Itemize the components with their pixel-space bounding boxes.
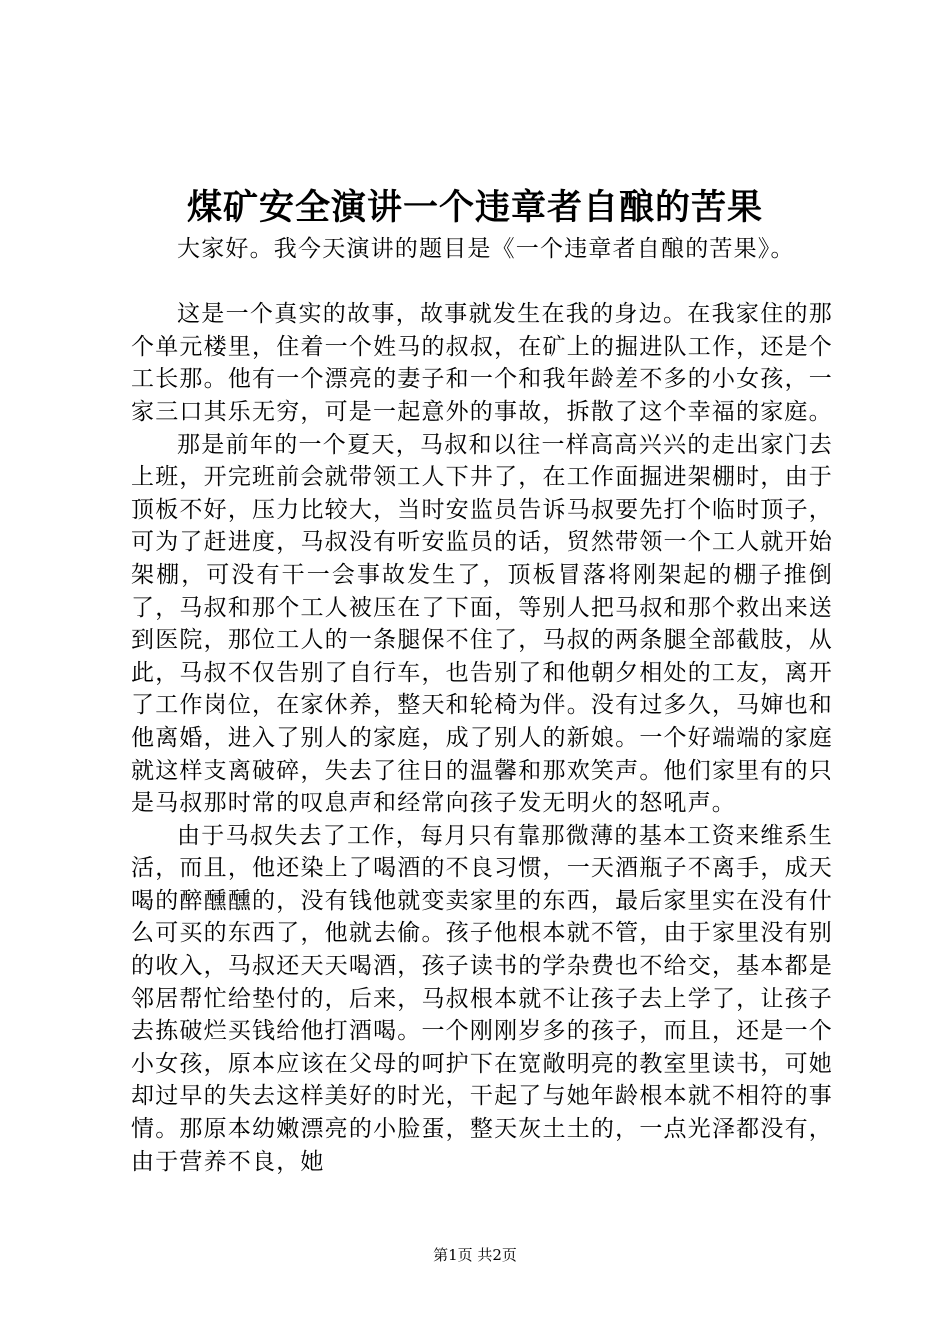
document-body — [131, 233, 833, 1178]
paragraph-intro: 大家好。我今天演讲的题目是《一个违章者自酿的苦果》。 — [177, 236, 795, 262]
document-title: 煤矿安全演讲一个违章者自酿的苦果 — [186, 187, 763, 228]
paragraph-story-3: 由于马叔失去了工作，每月只有靠那微薄的基本工资来维系生活，而且，他还染上了喝酒的不良习惯，一天酒瓶子不离手，成天喝的醉醺醺的，没有钱他就变卖家里的东西，最后家里实在没有什么可买的东西了，他就去偷。孩子他根本就不管，由于家里没有别的收入，马叔还天天喝酒，孩子读书的学杂费也不给交，基本都是邻居帮忙给垫付的，后来，马叔根本就不让孩子去上学了，让孩子去拣破烂买钱给他打酒喝。一个刚刚岁多的孩子，而且，还是一个小女孩，原本应该在父母的呵护下在宽敞明亮的教室里读书，可她却过早的失去这样美好的时光，干起了与她年龄根本就不相符的事情。那原本幼嫩漂亮的小脸蛋，整天灰土土的，一点光泽都没有，由于营养不良，她 — [131, 822, 833, 1175]
paragraph-story-2: 那是前年的一个夏天，马叔和以往一样高高兴兴的走出家门去上班，开完班前会就带领工人下井了，在工作面掘进架棚时，由于顶板不好，压力比较大，当时安监员告诉马叔要先打个临时顶子，可为了赶进度，马叔没有听安监员的话，贸然带领一个工人就开始架棚，可没有干一会事故发生了，顶板冒落将刚架起的棚子推倒了，马叔和那个工人被压在了下面，等别人把马叔和那个救出来送到医院，那位工人的一条腿保不住了，马叔的两条腿全部截肢，从此，马叔不仅告别了自行车，也告别了和他朝夕相处的工友，离开了工作岗位，在家休养，整天和轮椅为伴。没有过多久，马婶也和他离婚，进入了别人的家庭，成了别人的新娘。一个好端端的家庭就这样支离破碎，失去了往日的温馨和那欢笑声。他们家里有的只是马叔那时常的叹息声和经常向孩子发无明火的怒吼声。 — [131, 431, 833, 817]
page-number-footer: 第1页 共2页 — [433, 1246, 517, 1264]
paragraph-story-1: 这是一个真实的故事，故事就发生在我的身边。在我家住的那个单元楼里，住着一个姓马的叔叔，在矿上的掘进队工作，还是个工长那。他有一个漂亮的妻子和一个和我年龄差不多的小女孩，一家三口其乐无穷，可是一起意外的事故，拆散了这个幸福的家庭。 — [131, 301, 833, 425]
